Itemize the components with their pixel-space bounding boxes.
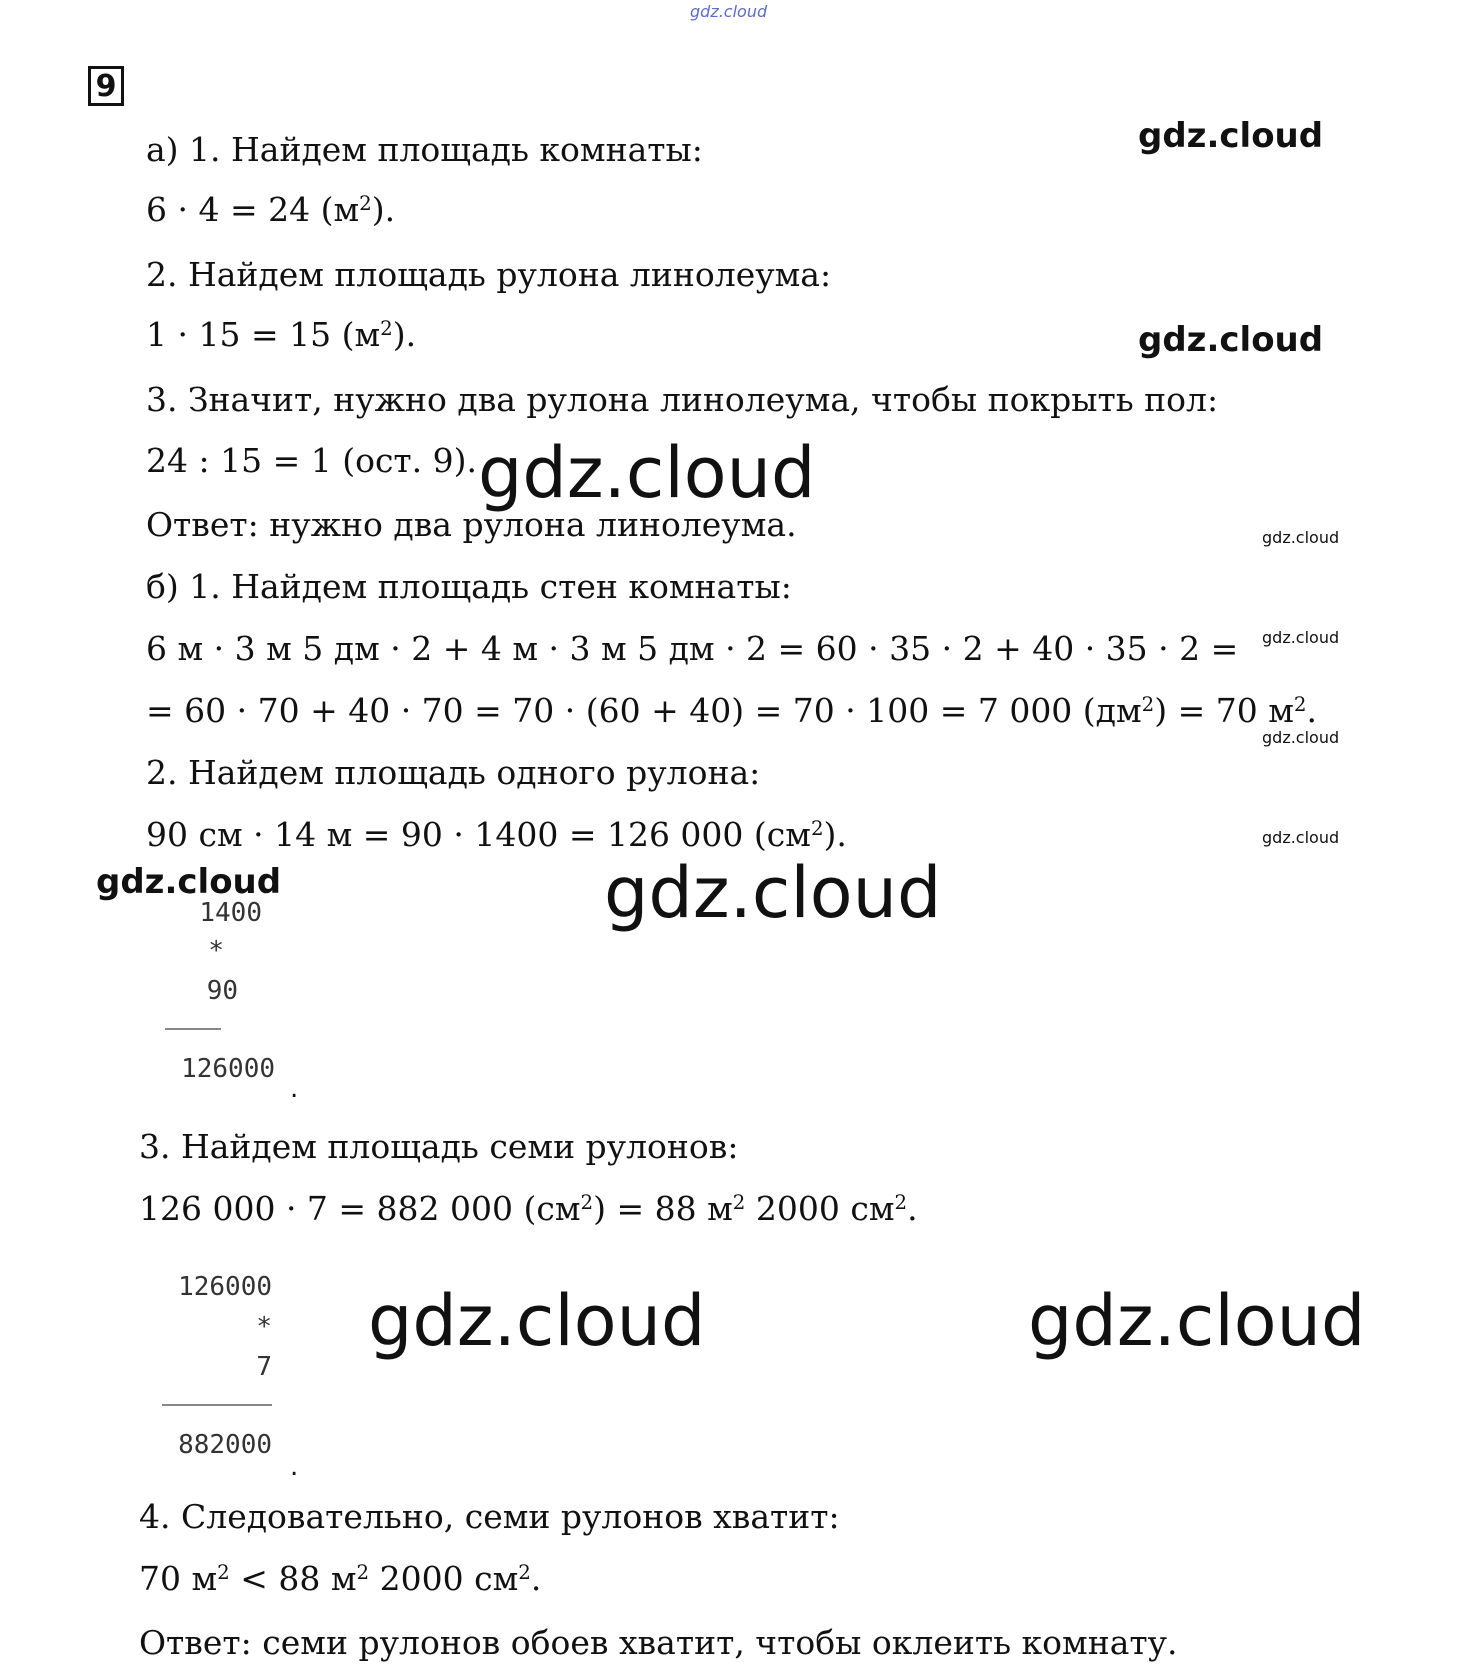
calc1-result: 126000 xyxy=(181,1054,275,1084)
part-b-eq2: 90 см · 14 м = 90 · 1400 = 126 000 $(см^2)$. xyxy=(146,815,847,854)
watermark-6: gdz.cloud xyxy=(1262,728,1340,747)
watermark-10: gdz.cloud xyxy=(368,1280,706,1362)
calc2-mult: 7 xyxy=(256,1352,272,1382)
calc2-op: * xyxy=(256,1312,272,1342)
calc2-rule xyxy=(162,1404,272,1406)
calc1-mult: 90 xyxy=(206,976,238,1006)
part-b-step1: б) 1. Найдем площадь стен комнаты: xyxy=(146,567,792,606)
part-b-step2: 2. Найдем площадь одного рулона: xyxy=(146,753,761,792)
part-b-eq3: 126 000 · 7 = 882 000 $(см^2) = 88$ $м^2$ 2000 $см^2$. xyxy=(139,1189,918,1228)
watermark-2: gdz.cloud xyxy=(1138,320,1324,360)
task-number-box xyxy=(88,66,124,106)
calc2-dot: . xyxy=(290,1452,299,1482)
calc1-dot: . xyxy=(290,1074,299,1104)
part-a-step3: 3. Значит, нужно два рулона линолеума, чтобы покрыть пол: xyxy=(146,380,1219,419)
calc2-result: 882000 xyxy=(178,1430,272,1460)
watermark-top: gdz.cloud xyxy=(690,2,768,21)
watermark-5: gdz.cloud xyxy=(1262,628,1340,647)
calc1-op: * xyxy=(208,936,224,966)
watermark-3: gdz.cloud xyxy=(478,432,816,514)
watermark-9: gdz.cloud xyxy=(604,852,942,934)
part-a-eq1: 6 · 4 = 24 $(м^2)$. xyxy=(146,190,396,229)
part-a-eq2: 1 · 15 = 15 $(м^2)$. xyxy=(146,315,417,354)
calc1-rule xyxy=(165,1028,221,1030)
part-b-eq1b: = 60 · 70 + 40 · 70 = 70 · (60 + 40) = 70 · 100 = 7 000 $(дм^2) = 70$ $м^2$. xyxy=(146,691,1317,730)
watermark-4: gdz.cloud xyxy=(1262,528,1340,547)
task-number: 9 xyxy=(95,68,117,104)
watermark-8: gdz.cloud xyxy=(96,862,282,902)
part-a-eq3: 24 : 15 = 1 (ост. 9). xyxy=(146,441,478,480)
part-b-answer: Ответ: семи рулонов обоев хватит, чтобы оклеить комнату. xyxy=(139,1623,1178,1662)
part-b-eq1a: 6 м · 3 м 5 дм · 2 + 4 м · 3 м 5 дм · 2 = 60 · 35 · 2 + 40 · 35 · 2 = xyxy=(146,629,1239,668)
calc2-top: 126000 xyxy=(178,1272,272,1302)
watermark-7: gdz.cloud xyxy=(1262,828,1340,847)
part-b-step4: 4. Следовательно, семи рулонов хватит: xyxy=(139,1497,840,1536)
calc1-top: 1400 xyxy=(199,898,262,928)
watermark-1: gdz.cloud xyxy=(1138,116,1324,156)
part-a-step2: 2. Найдем площадь рулона линолеума: xyxy=(146,255,832,294)
part-a-answer: Ответ: нужно два рулона линолеума. xyxy=(146,505,797,544)
part-b-step3: 3. Найдем площадь семи рулонов: xyxy=(139,1127,739,1166)
watermark-11: gdz.cloud xyxy=(1028,1280,1366,1362)
part-a-step1: а) 1. Найдем площадь комнаты: xyxy=(146,130,703,169)
part-b-eq4: 70 $м^2 < 88$ $м^2$ 2000 $см^2$. xyxy=(139,1559,542,1598)
